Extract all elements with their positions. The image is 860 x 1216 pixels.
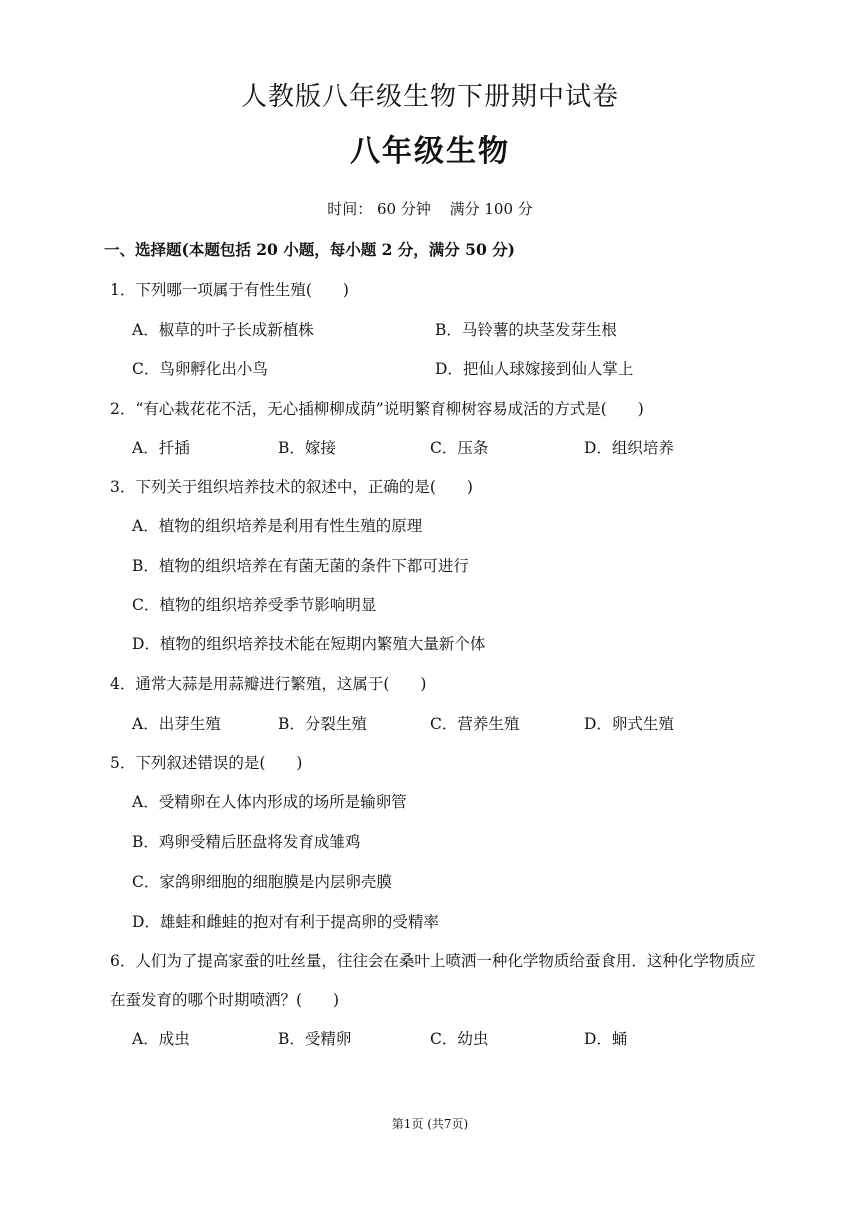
exam-title: 人教版八年级生物下册期中试卷 [240, 82, 619, 112]
q3-option-a: A．植物的组织培养是利用有性生殖的原理 [132, 517, 423, 535]
q2-option-b: B．嫁接 [278, 439, 336, 457]
q1-option-a: A．椒草的叶子长成新植株 [132, 321, 314, 339]
q3-option-c: C．植物的组织培养受季节影响明显 [132, 596, 377, 614]
question-1: 1．下列哪一项属于有性生殖( ) [110, 281, 349, 299]
q2-option-c: C．压条 [430, 439, 489, 457]
q1-option-c: C．鸟卵孵化出小鸟 [132, 360, 268, 378]
q6-option-b: B．受精卵 [278, 1030, 352, 1048]
exam-score: 满分 100 分 [449, 200, 533, 218]
q6-option-d: D．蛹 [584, 1030, 628, 1048]
question-5: 5．下列叙述错误的是( ) [110, 754, 303, 772]
q5-option-d: D．雄蛙和雌蛙的抱对有利于提高卵的受精率 [132, 913, 439, 931]
q6-option-c: C．幼虫 [430, 1030, 489, 1048]
q5-option-a: A．受精卵在人体内形成的场所是输卵管 [132, 793, 407, 811]
question-3: 3．下列关于组织培养技术的叙述中，正确的是( ) [110, 478, 473, 496]
section-heading: 一、选择题(本题包括 20 小题，每小题 2 分，满分 50 分) [104, 240, 515, 259]
q5-option-c: C．家鸽卵细胞的细胞膜是内层卵壳膜 [132, 873, 392, 891]
q1-option-b: B．马铃薯的块茎发芽生根 [435, 321, 617, 339]
q2-option-a: A．扦插 [132, 439, 190, 457]
q5-option-b: B．鸡卵受精后胚盘将发育成雏鸡 [132, 833, 361, 851]
q3-option-b: B．植物的组织培养在有菌无菌的条件下都可进行 [132, 557, 469, 575]
question-4: 4．通常大蒜是用蒜瓣进行繁殖，这属于( ) [110, 675, 427, 693]
q4-option-a: A．出芽生殖 [132, 715, 221, 733]
exam-meta [0, 198, 860, 219]
q4-option-b: B．分裂生殖 [278, 715, 367, 733]
q3-option-d: D．植物的组织培养技术能在短期内繁殖大量新个体 [132, 635, 486, 653]
question-2: 2．“有心栽花花不活，无心插柳柳成荫”说明繁育柳树容易成活的方式是( ) [110, 400, 644, 418]
q4-option-c: C．营养生殖 [430, 715, 520, 733]
q2-option-d: D．组织培养 [584, 439, 674, 457]
question-6: 6．人们为了提高家蚕的吐丝量，往往会在桑叶上喷洒一种化学物质给蚕食用．这种化学物质应在蚕发育的哪个时期喷洒？( ) [110, 952, 756, 1009]
exam-time: 时间： 60 分钟 [327, 200, 431, 218]
q6-option-a: A．成虫 [132, 1030, 190, 1048]
page-number: 第1页 (共7页) [391, 1117, 469, 1131]
q4-option-d: D．卵式生殖 [584, 715, 674, 733]
q1-option-d: D．把仙人球嫁接到仙人掌上 [435, 360, 634, 378]
exam-subtitle: 八年级生物 [350, 134, 510, 169]
